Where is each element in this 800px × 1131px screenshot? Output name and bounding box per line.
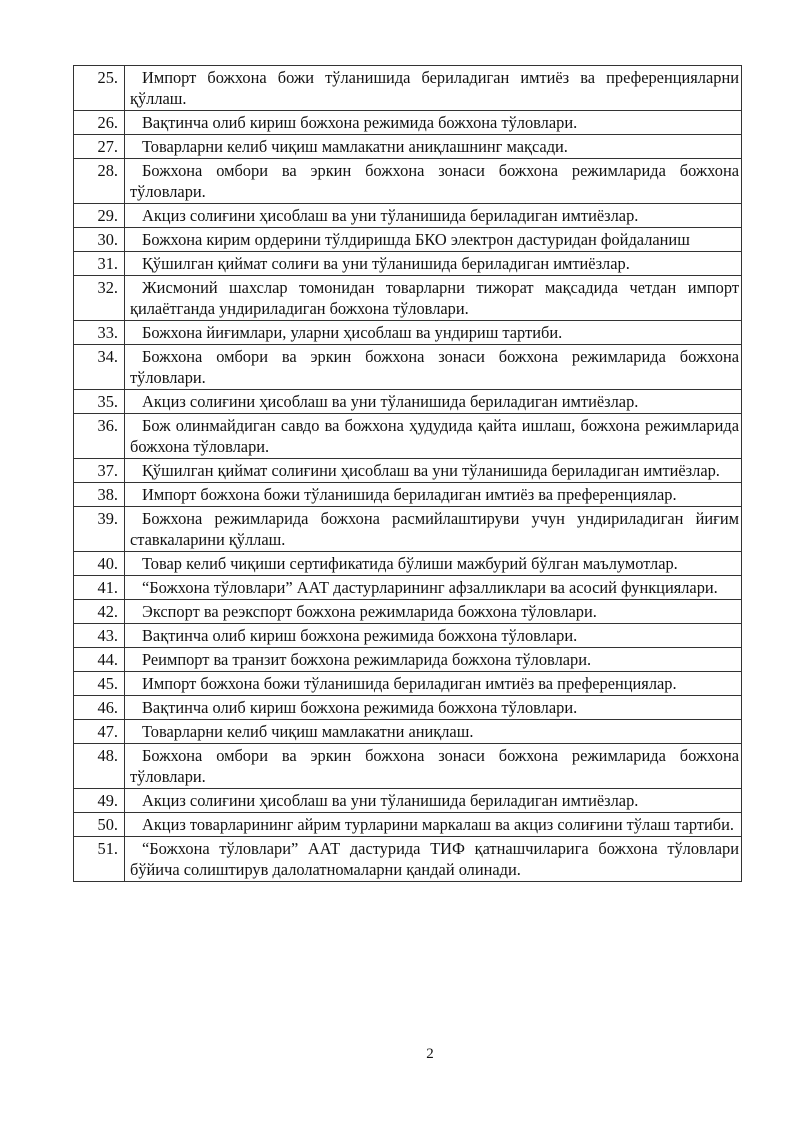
question-text: Акциз солиғини ҳисоблаш ва уни тўланишида бериладиган имтиёзлар. — [142, 392, 639, 411]
question-text-cell — [125, 813, 742, 837]
question-text-cell — [125, 228, 742, 252]
question-text-cell — [125, 252, 742, 276]
question-text: Божхона омбори ва эркин божхона зонаси божхона режимларида божхона тўловлари. — [130, 746, 739, 786]
question-text: Вақтинча олиб кириш божхона режимида божхона тўловлари. — [142, 626, 578, 645]
question-text-cell — [125, 111, 742, 135]
question-text: Вақтинча олиб кириш божхона режимида божхона тўловлари. — [142, 698, 578, 717]
question-text-cell — [125, 414, 742, 459]
table-row — [74, 600, 742, 624]
question-text: Товарларни келиб чиқиш мамлакатни аниқлаш. — [142, 722, 474, 741]
question-number: 39. — [74, 507, 125, 552]
table-row — [74, 459, 742, 483]
question-number: 40. — [74, 552, 125, 576]
table-row — [74, 345, 742, 390]
question-text-cell — [125, 345, 742, 390]
question-text-cell — [125, 159, 742, 204]
question-text-cell — [125, 696, 742, 720]
table-row — [74, 321, 742, 345]
table-row — [74, 414, 742, 459]
question-text-cell — [125, 483, 742, 507]
question-text: Қўшилган қиймат солиғини ҳисоблаш ва уни тўланишида бериладиган имтиёзлар. — [142, 461, 720, 480]
question-text-cell — [125, 459, 742, 483]
question-number: 41. — [74, 576, 125, 600]
question-number: 46. — [74, 696, 125, 720]
question-text: Акциз солиғини ҳисоблаш ва уни тўланишида бериладиган имтиёзлар. — [142, 206, 639, 225]
question-number: 27. — [74, 135, 125, 159]
question-text: “Божхона тўловлари” ААТ дастурида ТИФ қатнашчиларига божхона тўловлари бўйича солиштирув далолатномаларни қандай олинади. — [130, 839, 739, 879]
question-text-cell — [125, 648, 742, 672]
question-text: Реимпорт ва транзит божхона режимларида божхона тўловлари. — [142, 650, 592, 669]
question-text-cell — [125, 744, 742, 789]
question-text: Божхона омбори ва эркин божхона зонаси божхона режимларида божхона тўловлари. — [130, 161, 739, 201]
question-text: Вақтинча олиб кириш божхона режимида божхона тўловлари. — [142, 113, 578, 132]
question-number: 49. — [74, 789, 125, 813]
question-text-cell — [125, 672, 742, 696]
question-number: 44. — [74, 648, 125, 672]
question-text: Импорт божхона божи тўланишида бериладиган имтиёз ва преференциялар. — [142, 674, 677, 693]
question-text: Экспорт ва реэкспорт божхона режимларида божхона тўловлари. — [142, 602, 597, 621]
question-text-cell — [125, 624, 742, 648]
question-number: 43. — [74, 624, 125, 648]
question-text-cell — [125, 600, 742, 624]
question-text: Акциз солиғини ҳисоблаш ва уни тўланишида бериладиган имтиёзлар. — [142, 791, 639, 810]
table-row — [74, 837, 742, 882]
question-text: Импорт божхона божи тўланишида бериладиган имтиёз ва преференциялар. — [142, 485, 677, 504]
question-text: Акциз товарларининг айрим турларини маркалаш ва акциз солиғини тўлаш тартиби. — [142, 815, 734, 834]
question-text-cell — [125, 552, 742, 576]
question-text: Божхона йиғимлари, уларни ҳисоблаш ва ундириш тартиби. — [142, 323, 563, 342]
table-row — [74, 696, 742, 720]
question-text: Божхона режимларида божхона расмийлаштируви учун ундириладиган йиғим ставкаларини қўллаш. — [130, 509, 739, 549]
question-number: 38. — [74, 483, 125, 507]
question-text: Товарларни келиб чиқиш мамлакатни аниқлашнинг мақсади. — [142, 137, 568, 156]
table-row — [74, 648, 742, 672]
question-number: 32. — [74, 276, 125, 321]
question-number: 50. — [74, 813, 125, 837]
table-row — [74, 552, 742, 576]
table-row — [74, 204, 742, 228]
table-row — [74, 576, 742, 600]
table-row — [74, 135, 742, 159]
question-number: 31. — [74, 252, 125, 276]
table-row — [74, 744, 742, 789]
table-row — [74, 624, 742, 648]
question-number: 48. — [74, 744, 125, 789]
question-text-cell — [125, 576, 742, 600]
table-row — [74, 507, 742, 552]
question-number: 37. — [74, 459, 125, 483]
question-text-cell — [125, 507, 742, 552]
table-row — [74, 66, 742, 111]
question-text-cell — [125, 204, 742, 228]
question-text: Қўшилган қиймат солиғи ва уни тўланишида бериладиган имтиёзлар. — [142, 254, 630, 273]
question-text: Импорт божхона божи тўланишида бериладиган имтиёз ва преференцияларни қўллаш. — [130, 68, 739, 108]
question-text-cell — [125, 135, 742, 159]
question-text: “Божхона тўловлари” ААТ дастурларининг афзалликлари ва асосий функциялари. — [142, 578, 718, 597]
question-number: 45. — [74, 672, 125, 696]
question-text-cell — [125, 321, 742, 345]
question-number: 29. — [74, 204, 125, 228]
question-text: Бож олинмайдиган савдо ва божхона ҳудудида қайта ишлаш, божхона режимларида божхона тўловлари. — [130, 416, 739, 456]
question-number: 42. — [74, 600, 125, 624]
question-text-cell — [125, 66, 742, 111]
question-number: 51. — [74, 837, 125, 882]
question-number: 33. — [74, 321, 125, 345]
question-text-cell — [125, 789, 742, 813]
question-number: 36. — [74, 414, 125, 459]
question-number: 34. — [74, 345, 125, 390]
questions-table — [73, 65, 742, 882]
question-number: 28. — [74, 159, 125, 204]
question-text-cell — [125, 720, 742, 744]
question-text: Товар келиб чиқиши сертификатида бўлиши мажбурий бўлган маълумотлар. — [142, 554, 678, 573]
table-row — [74, 483, 742, 507]
table-row — [74, 276, 742, 321]
question-text: Божхона омбори ва эркин божхона зонаси божхона режимларида божхона тўловлари. — [130, 347, 739, 387]
page-number: 2 — [426, 1046, 434, 1062]
question-number: 47. — [74, 720, 125, 744]
table-row — [74, 159, 742, 204]
question-text-cell — [125, 276, 742, 321]
table-row — [74, 789, 742, 813]
table-row — [74, 111, 742, 135]
table-row — [74, 228, 742, 252]
table-row — [74, 390, 742, 414]
question-text-cell — [125, 837, 742, 882]
question-text: Божхона кирим ордерини тўлдиришда БКО электрон дастуридан фойдаланиш — [142, 230, 690, 249]
table-row — [74, 672, 742, 696]
table-row — [74, 813, 742, 837]
question-number: 30. — [74, 228, 125, 252]
question-text: Жисмоний шахслар томонидан товарларни тижорат мақсадида четдан импорт қилаётганда ундириладиган божхона тўловлари. — [130, 278, 739, 318]
question-number: 35. — [74, 390, 125, 414]
table-row — [74, 720, 742, 744]
questions-table-body — [74, 66, 742, 882]
question-number: 26. — [74, 111, 125, 135]
question-text-cell — [125, 390, 742, 414]
question-number: 25. — [74, 66, 125, 111]
table-row — [74, 252, 742, 276]
